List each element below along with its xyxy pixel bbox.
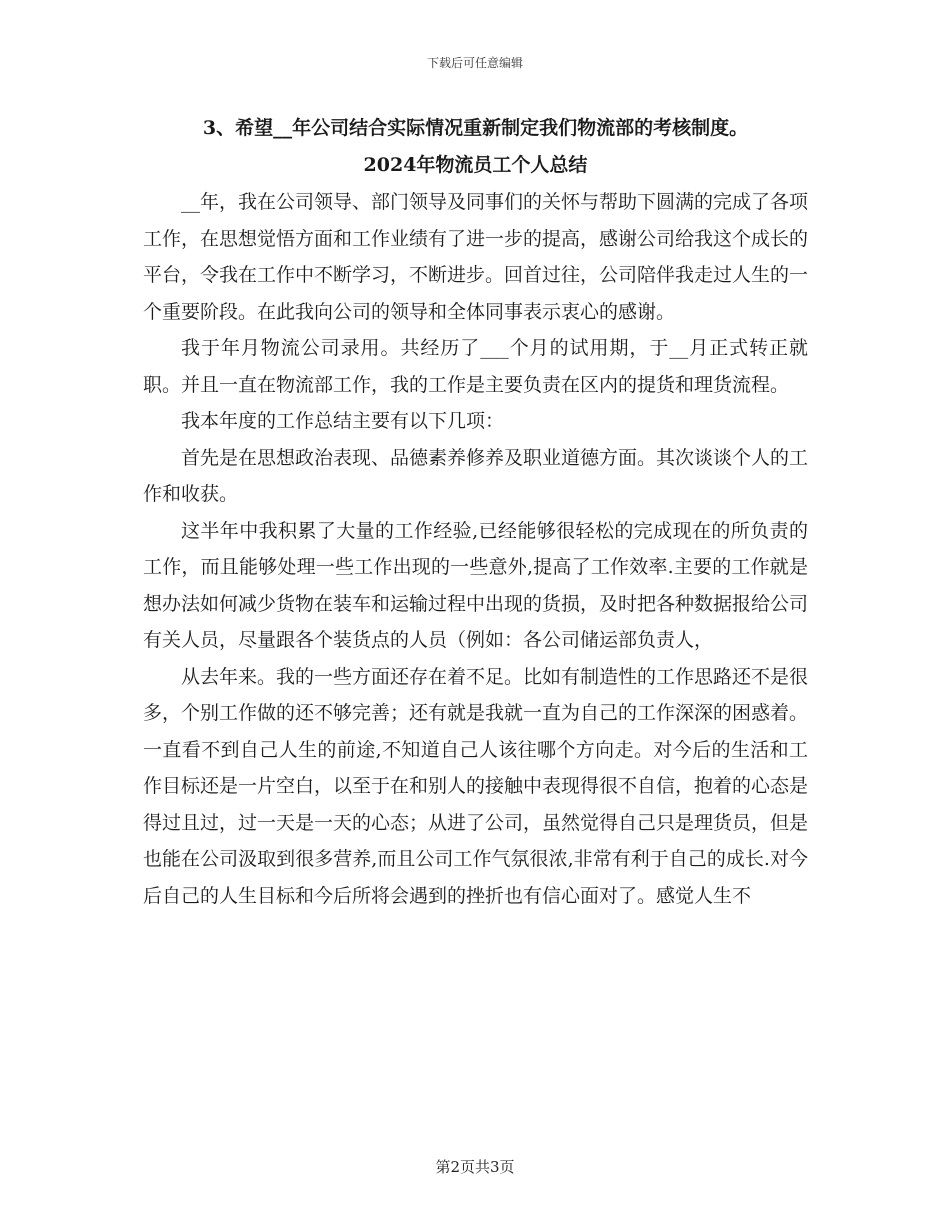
paragraph-5: 这半年中我积累了大量的工作经验,已经能够很轻松的完成现在的所负责的工作，而且能够处理一些工作出现的一些意外,提高了工作效率.主要的工作就是想办法如何减少货物在装车和运输过程中出现的货损，及时把各种数据报给公司有关人员，尽量跟各个装货点的人员（例如：各公司储运部负责人， [143, 519, 809, 651]
page-header-note: 下载后可任意编辑 [426, 56, 523, 70]
paragraph-2: 我于年月物流公司录用。共经历了___个月的试用期，于__月正式转正就职。并且一直在物流部工作，我的工作是主要负责在区内的提货和理货流程。 [143, 337, 808, 396]
document-title: 2024年物流员工个人总结 [363, 154, 588, 176]
paragraph-4: 首先是在思想政治表现、品德素养修养及职业道德方面。其次谈谈个人的工作和收获。 [143, 446, 809, 505]
document-body [143, 110, 808, 914]
paragraph-6: 从去年来。我的一些方面还存在着不足。比如有制造性的工作思路还不是很多，个别工作做的还不够完善；还有就是我就一直为自己的工作深深的困惑着。一直看不到自己人生的前途,不知道自己人该往哪个方向走。对今后的生活和工作目标还是一片空白，以至于在和别人的接触中表现得很不自信，抱着的心态是得过且过，过一天是一天的心态；从进了公司，虽然觉得自己只是理货员，但是也能在公司汲取到很多营养,而且公司工作气氛很浓,非常有利于自己的成长.对今后自己的人生目标和今后所将会遇到的挫折也有信心面对了。感觉人生不 [143, 665, 809, 907]
paragraph-1: __年，我在公司领导、部门领导及同事们的关怀与帮助下圆满的完成了各项工作，在思想觉悟方面和工作业绩有了进一步的提高，感谢公司给我这个成长的平台，令我在工作中不断学习，不断进步。回首过往，公司陪伴我走过人生的一个重要阶段。在此我向公司的领导和全体同事表示衷心的感谢。 [143, 191, 809, 323]
item-3-heading: 3、希望__年公司结合实际情况重新制定我们物流部的考核制度。 [202, 117, 749, 139]
paragraph-3: 我本年度的工作总结主要有以下几项： [181, 410, 505, 432]
page-number: 第2页共3页 [435, 1158, 515, 1176]
